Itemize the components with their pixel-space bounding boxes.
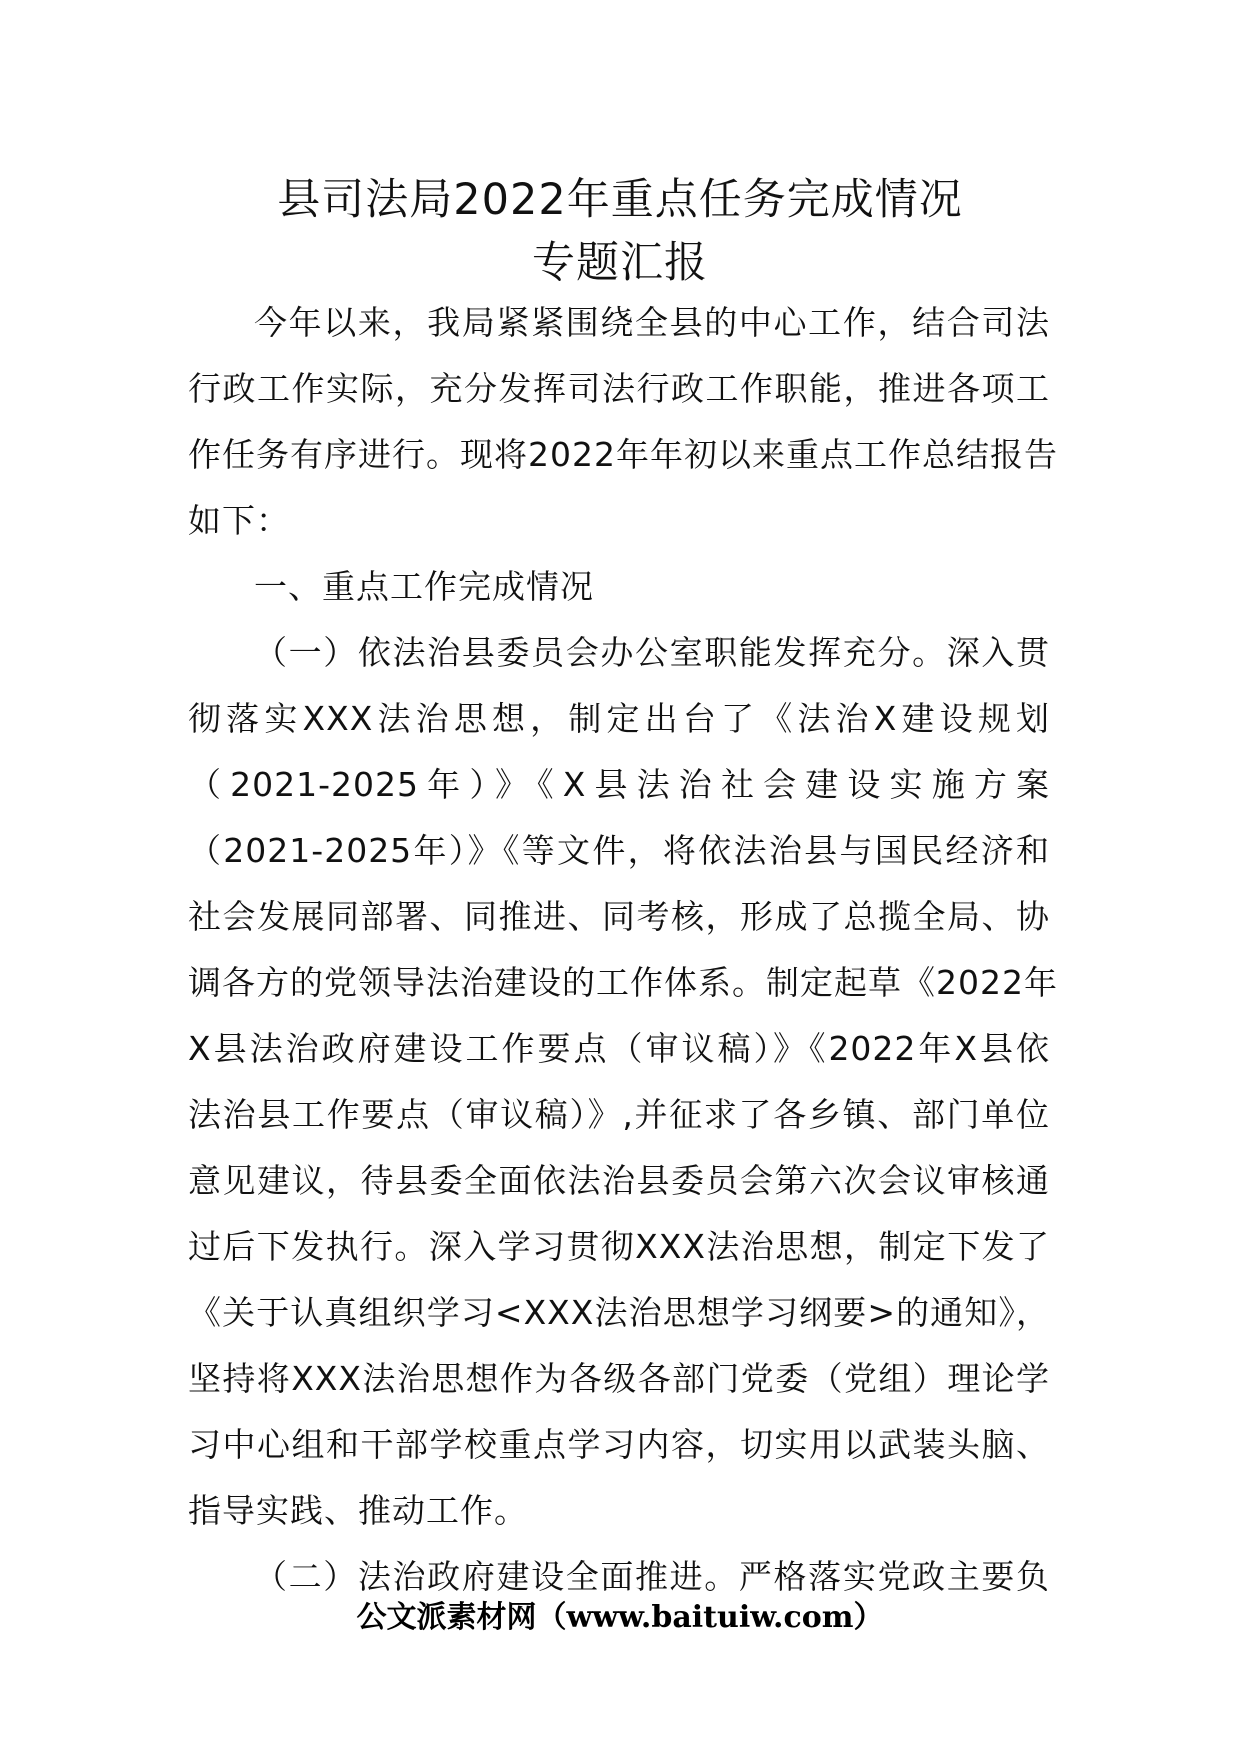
body-line: 指导实践、推动工作。: [188, 1491, 528, 1530]
body-line: 习中心组和干部学校重点学习内容，切实用以武装头脑、: [188, 1425, 1050, 1464]
body-line: （二）法治政府建设全面推进。严格落实党政主要负: [254, 1557, 1050, 1596]
body-line: （2021-2025年）》《等文件，将依法治县与国民经济和: [188, 831, 1050, 870]
body-line: （一）依法治县委员会办公室职能发挥充分。深入贯: [254, 633, 1050, 672]
body-line: （2021-2025年）》《X县法治社会建设实施方案: [188, 765, 1050, 804]
document-title-line-2: 专题汇报: [532, 238, 708, 288]
body-line: 作任务有序进行。现将2022年年初以来重点工作总结报告: [188, 435, 1058, 474]
body-line: 坚持将XXX法治思想作为各级各部门党委（党组）理论学: [188, 1359, 1050, 1398]
body-line: 意见建议，待县委全面依法治县委员会第六次会议审核通: [188, 1161, 1050, 1200]
body-line: 彻落实XXX法治思想，制定出台了《法治X建设规划: [188, 699, 1050, 738]
body-line: 如下：: [188, 501, 290, 540]
document-body: [188, 290, 1058, 1610]
body-line: 行政工作实际，充分发挥司法行政工作职能，推进各项工: [188, 369, 1050, 408]
body-line: 社会发展同部署、同推进、同考核，形成了总揽全局、协: [188, 897, 1050, 936]
body-line: 《关于认真组织学习<XXX法治思想学习纲要>的通知》，: [188, 1293, 1050, 1332]
document-title-line-1: 县司法局2022年重点任务完成情况: [277, 175, 963, 225]
section-heading: 一、重点工作完成情况: [254, 567, 594, 606]
body-line: 调各方的党领导法治建设的工作体系。制定起草《2022年: [188, 963, 1058, 1002]
body-line: 今年以来，我局紧紧围绕全县的中心工作，结合司法: [254, 303, 1050, 342]
body-line: X县法治政府建设工作要点（审议稿）》《2022年X县依: [188, 1029, 1050, 1068]
body-line: 法治县工作要点（审议稿）》,并征求了各乡镇、部门单位: [188, 1095, 1050, 1134]
body-line: 过后下发执行。深入学习贯彻XXX法治思想，制定下发了: [188, 1227, 1050, 1266]
footer-watermark: 公文派素材网（www.baituiw.com）: [356, 1600, 884, 1635]
